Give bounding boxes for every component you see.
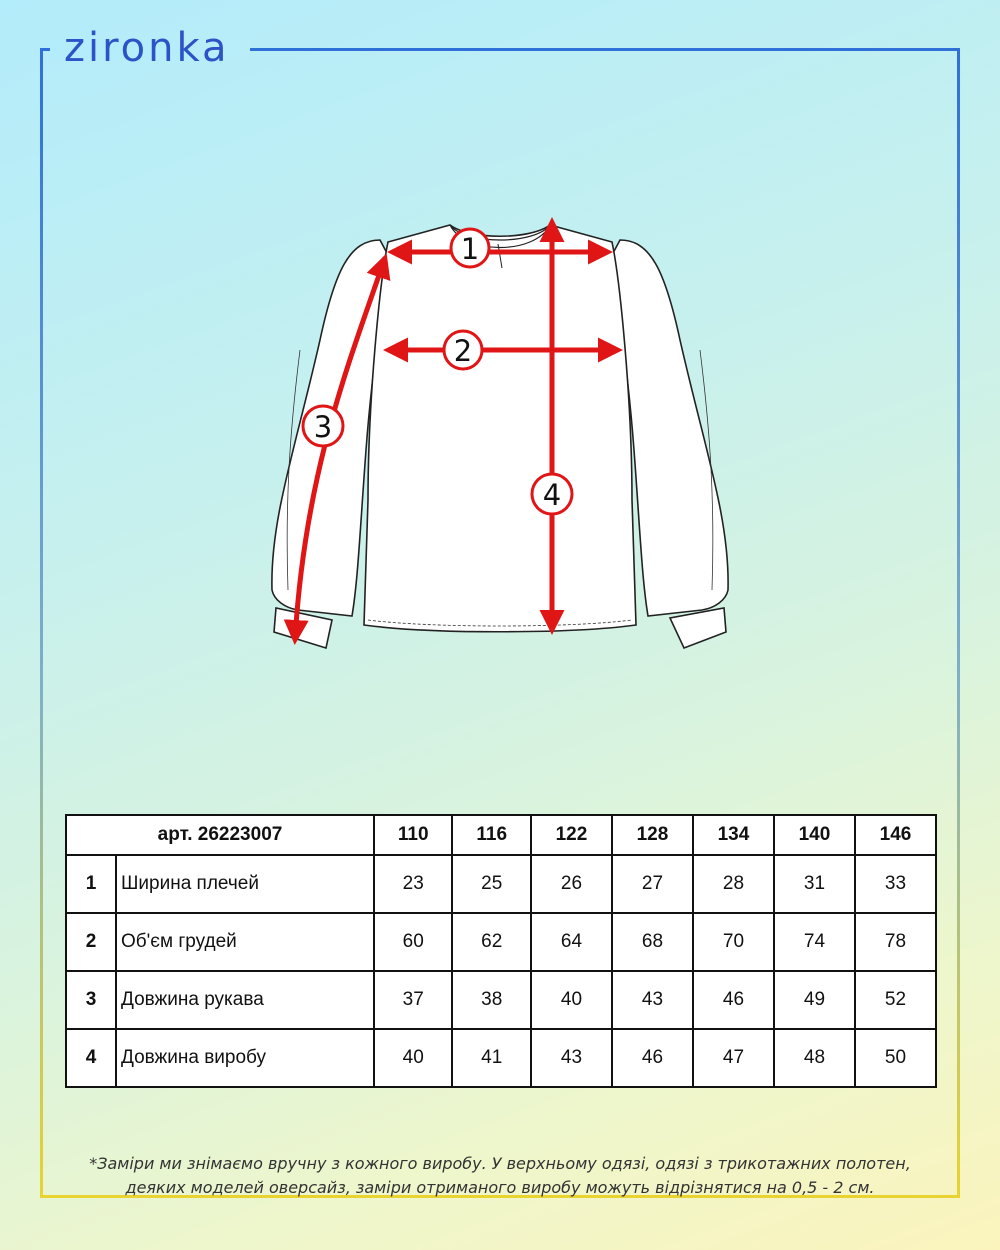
table-row [66, 1029, 936, 1087]
size-header: 122 [531, 815, 612, 855]
bodice [364, 225, 636, 632]
table-cell: 26 [531, 855, 612, 913]
size-header: 140 [774, 815, 855, 855]
table-cell: 31 [774, 855, 855, 913]
table-cell: 38 [452, 971, 530, 1029]
table-cell: 49 [774, 971, 855, 1029]
row-label: Об'єм грудей [116, 913, 374, 971]
marker-1 [451, 229, 489, 267]
table-row [66, 855, 936, 913]
garment-diagram [240, 200, 760, 670]
footnote-line-1: *Заміри ми знімаємо вручну з кожного виробу. У верхньому одязі, одязі з трикотажних полотен, [89, 1154, 911, 1173]
footnote [55, 1152, 945, 1200]
marker-3-label: 3 [313, 410, 333, 444]
marker-3 [303, 406, 343, 446]
row-label: Ширина плечей [116, 855, 374, 913]
table-cell: 62 [452, 913, 530, 971]
row-number: 4 [66, 1029, 116, 1087]
row-number: 1 [66, 855, 116, 913]
table-cell: 27 [612, 855, 693, 913]
table-cell: 37 [374, 971, 452, 1029]
table-cell: 50 [855, 1029, 936, 1087]
table-cell: 40 [374, 1029, 452, 1087]
table-row [66, 971, 936, 1029]
row-label: Довжина рукава [116, 971, 374, 1029]
row-number: 3 [66, 971, 116, 1029]
marker-4 [532, 474, 572, 514]
table-header-row [66, 815, 936, 855]
table-cell: 41 [452, 1029, 530, 1087]
table-cell: 47 [693, 1029, 774, 1087]
table-cell: 43 [531, 1029, 612, 1087]
size-table [65, 814, 937, 1088]
brand-logo: zironka [64, 25, 230, 71]
size-header: 146 [855, 815, 936, 855]
left-cuff [274, 608, 332, 648]
marker-2 [444, 331, 482, 369]
table-cell: 23 [374, 855, 452, 913]
table-cell: 48 [774, 1029, 855, 1087]
table-cell: 46 [612, 1029, 693, 1087]
article-number: арт. 26223007 [66, 815, 374, 855]
marker-2-label: 2 [453, 334, 473, 368]
table-cell: 64 [531, 913, 612, 971]
marker-1-label: 1 [460, 232, 480, 266]
size-header: 128 [612, 815, 693, 855]
row-label: Довжина виробу [116, 1029, 374, 1087]
size-header: 116 [452, 815, 530, 855]
table-cell: 25 [452, 855, 530, 913]
size-header: 134 [693, 815, 774, 855]
right-cuff [670, 608, 726, 648]
table-cell: 28 [693, 855, 774, 913]
size-header: 110 [374, 815, 452, 855]
table-cell: 60 [374, 913, 452, 971]
table-cell: 40 [531, 971, 612, 1029]
table-cell: 68 [612, 913, 693, 971]
row-number: 2 [66, 913, 116, 971]
table-cell: 33 [855, 855, 936, 913]
table-cell: 52 [855, 971, 936, 1029]
table-cell: 46 [693, 971, 774, 1029]
table-cell: 43 [612, 971, 693, 1029]
table-cell: 74 [774, 913, 855, 971]
marker-4-label: 4 [542, 478, 562, 512]
footnote-line-2: деяких моделей оверсайз, заміри отриманого виробу можуть відрізнятися на 0,5 - 2 см. [125, 1178, 875, 1197]
table-cell: 78 [855, 913, 936, 971]
table-cell: 70 [693, 913, 774, 971]
table-row [66, 913, 936, 971]
